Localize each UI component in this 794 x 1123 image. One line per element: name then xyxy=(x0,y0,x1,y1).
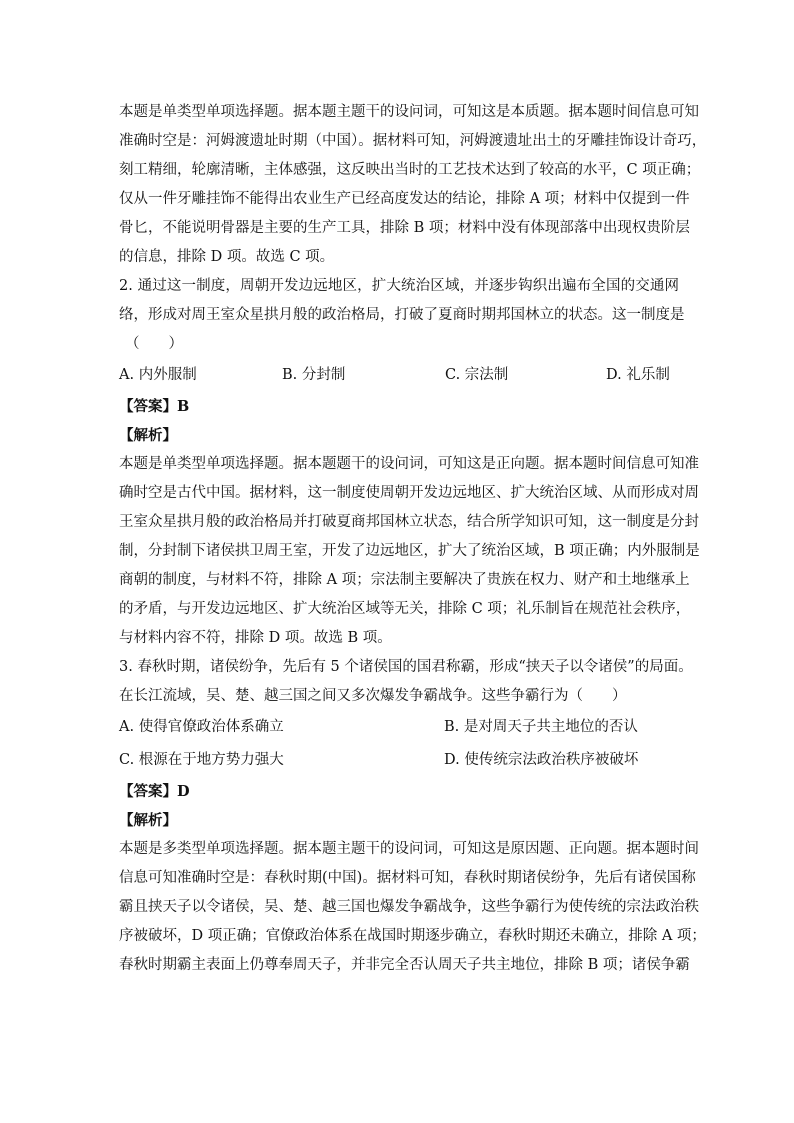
question-3 xyxy=(119,653,706,980)
text-line: 确时空是古代中国。据材料，这一制度使周朝开发边远地区、扩大统治区域、从而形成对周 xyxy=(119,485,699,501)
text-line: 霸且挟天子以令诸侯，吴、楚、越三国也爆发争霸战争，这些争霸行为使传统的宗法政治秩 xyxy=(119,899,699,915)
text-line: 骨匕，不能说明骨器是主要的生产工具，排除 B 项；材料中没有体现部落中出现权贵阶层 xyxy=(119,220,690,236)
question-2 xyxy=(119,272,700,653)
option-c: C. 根源在于地方势力强大 xyxy=(119,752,284,768)
answer-text: 【答案】D xyxy=(119,783,190,800)
document-page xyxy=(119,98,707,980)
text-line: 王室众星拱月般的政治格局并打破夏商邦国林立状态，结合所学知识可知，这一制度是分封 xyxy=(119,514,699,530)
text-line: 本题是单类型单项选择题。据本题题干的设问词，可知这是正向题。据本题时间信息可知准 xyxy=(119,456,699,472)
question-stem-line: 在长江流域，吴、楚、越三国之间又多次爆发争霸战争。这些争霸行为（ ） xyxy=(119,688,627,704)
options-row xyxy=(119,744,679,777)
analysis-label: 【解析】 xyxy=(119,812,177,829)
text-line: 的矛盾，与开发边远地区、扩大统治区域等无关，排除 C 项；礼乐制旨在规范社会秩序， xyxy=(119,601,691,617)
question-stem-line: （ ） xyxy=(125,336,183,352)
analysis-label: 【解析】 xyxy=(119,427,177,444)
option-b: B. 分封制 xyxy=(282,367,346,383)
options-row xyxy=(119,711,679,744)
option-d: D. 礼乐制 xyxy=(606,367,670,383)
option-a: A. 使得官僚政治体系确立 xyxy=(119,719,284,735)
text-line: 信息可知准确时空是：春秋时期(中国)。据材料可知，春秋时期诸侯纷争，先后有诸侯国称 xyxy=(119,870,696,886)
answer-text: 【答案】B xyxy=(119,398,190,415)
text-line: 本题是单类型单项选择题。据本题主题干的设问词，可知这是本质题。据本题时间信息可知 xyxy=(119,104,699,120)
question-stem-line: 络，形成对周王室众星拱月般的政治格局，打破了夏商时期邦国林立的状态。这一制度是 xyxy=(119,307,685,323)
text-line: 的信息，排除 D 项。故选 C 项。 xyxy=(119,249,335,265)
text-line: 准确时空是：河姆渡遗址时期（中国）。据材料可知，河姆渡遗址出土的牙雕挂饰设计奇巧， xyxy=(119,133,707,149)
option-d: D. 使传统宗法政治秩序被破坏 xyxy=(444,752,639,768)
answer-line xyxy=(119,392,679,421)
option-b: B. 是对周天子共主地位的否认 xyxy=(444,719,638,735)
text-line: 制，分封制下诸侯拱卫周王室，开发了边远地区，扩大了统治区域，B 项正确；内外服制是 xyxy=(119,543,700,559)
text-line: 本题是多类型单项选择题。据本题主题干的设问词，可知这是原因题、正向题。据本题时间 xyxy=(119,841,699,857)
option-c: C. 宗法制 xyxy=(445,367,509,383)
option-a: A. 内外服制 xyxy=(119,367,197,383)
text-line: 刻工精细，轮廓清晰，主体感强，这反映出当时的工艺技术达到了较高的水平，C 项正确； xyxy=(119,162,701,178)
text-line: 商朝的制度，与材料不符，排除 A 项；宗法制主要解决了贵族在权力、财产和土地继承上 xyxy=(119,572,690,588)
text-line: 春秋时期霸主表面上仍尊奉周天子，并非完全否认周天子共主地位，排除 B 项；诸侯争霸 xyxy=(119,957,690,973)
question-stem-line: 2. 通过这一制度，周朝开发边远地区，扩大统治区域，并逐步钩织出遍布全国的交通网 xyxy=(119,278,679,294)
text-line: 序被破坏，D 项正确；官僚政治体系在战国时期逐步确立，春秋时期还未确立，排除 A 项； xyxy=(119,928,706,944)
q1-analysis-paragraph xyxy=(119,98,707,272)
options-row xyxy=(119,359,679,392)
text-line: 与材料内容不符，排除 D 项。故选 B 项。 xyxy=(119,630,392,646)
answer-line xyxy=(119,777,679,806)
text-line: 仅从一件牙雕挂饰不能得出农业生产已经高度发达的结论，排除 A 项；材料中仅提到一件 xyxy=(119,191,690,207)
question-stem-line: 3. 春秋时期，诸侯纷争，先后有 5 个诸侯国的国君称霸，形成“挟天子以令诸侯”的局面。 xyxy=(119,659,693,675)
